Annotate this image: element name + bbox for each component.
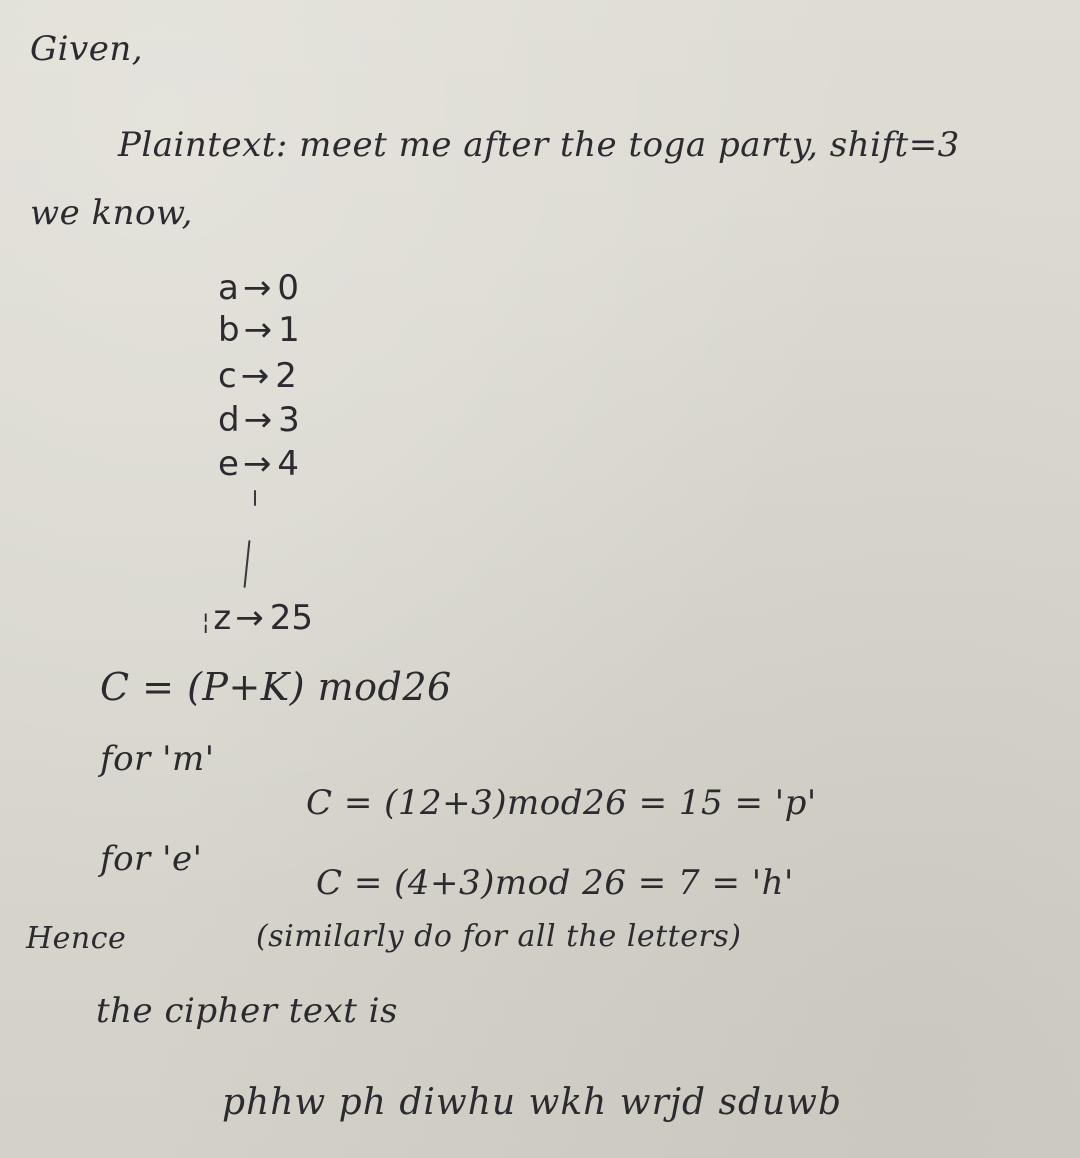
mapping-letter: d — [218, 400, 240, 440]
hence-label: Hence — [26, 921, 127, 956]
mapping-value: 0 — [277, 268, 299, 308]
mapping-row-z — [202, 598, 313, 638]
mapping-row-d — [218, 400, 300, 440]
mapping-row-b — [218, 310, 300, 350]
cipher-text: phhw ph diwhu wkh wrjd sduwb — [222, 1082, 843, 1123]
arrow-icon: → — [243, 400, 273, 440]
cipher-label: the cipher text is — [96, 991, 399, 1031]
mapping-row-e — [218, 444, 299, 484]
arrow-icon: → — [242, 268, 272, 308]
ellipsis-stroke — [254, 490, 256, 506]
mapping-letter: e — [218, 444, 239, 484]
mapping-letter: a — [218, 268, 239, 308]
mapping-value: 1 — [278, 310, 300, 350]
we-know-line: we know, — [30, 193, 193, 233]
mapping-row-c — [218, 356, 297, 396]
mapping-letter: b — [218, 310, 240, 350]
given-heading: Given, — [30, 29, 144, 69]
arrow-icon: → — [243, 310, 273, 350]
arrow-icon: → — [240, 356, 270, 396]
for-e-label: for 'e' — [100, 839, 203, 879]
tick-mark: ¦ — [202, 610, 210, 635]
ellipsis-stroke — [243, 540, 250, 588]
plaintext-line: Plaintext: meet me after the toga party, shift=3 — [118, 125, 960, 165]
mapping-row-a — [218, 268, 299, 308]
mapping-value: 3 — [278, 400, 300, 440]
mapping-value: 2 — [275, 356, 297, 396]
calc-m: C = (12+3)mod26 = 15 = 'p' — [306, 783, 817, 823]
arrow-icon: → — [235, 598, 264, 638]
calc-e: C = (4+3)mod 26 = 7 = 'h' — [316, 863, 794, 903]
similarly-note: (similarly do for all the letters) — [256, 919, 742, 954]
caesar-formula: C = (P+K) mod26 — [100, 665, 452, 709]
mapping-letter: c — [218, 356, 237, 396]
mapping-value: 4 — [277, 444, 300, 484]
mapping-letter: z — [213, 598, 232, 638]
arrow-icon: → — [242, 444, 272, 484]
mapping-value: 25 — [269, 598, 314, 638]
for-m-label: for 'm' — [100, 739, 215, 779]
